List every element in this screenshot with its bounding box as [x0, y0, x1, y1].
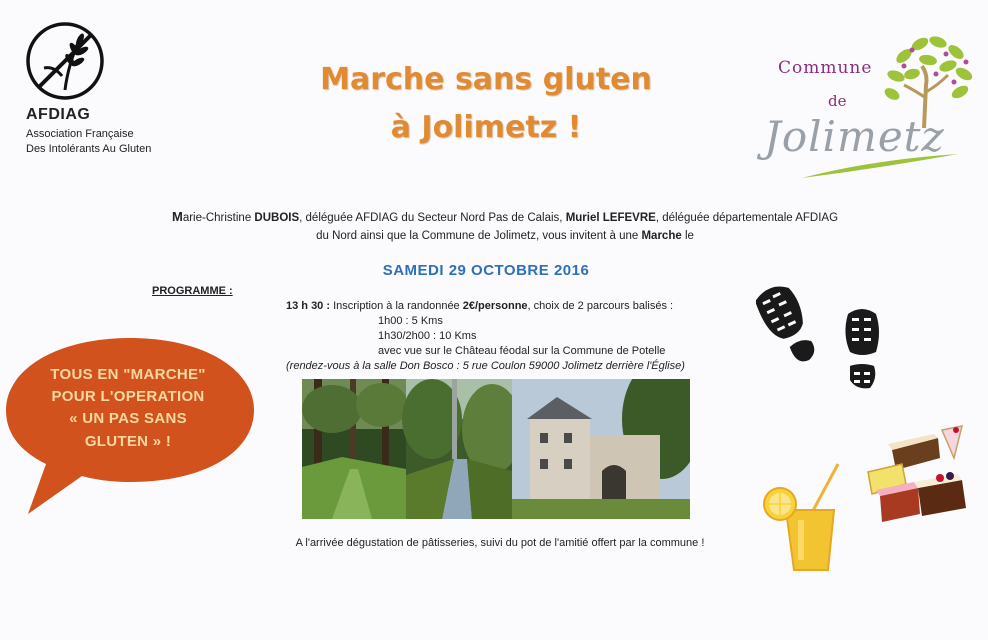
- intro-text-2: , déléguée départementale AFDIAG du Nord ainsi que la Commune de Jolimetz, vous invitent à une: [316, 212, 839, 242]
- intro-paragraph: [170, 208, 840, 245]
- logo-subtitle-1: Association Française: [26, 128, 134, 140]
- logo-subtitle-2: Des Intolérants Au Gluten: [26, 143, 152, 155]
- programme-line-2: 1h00 : 5 Kms: [378, 315, 443, 327]
- green-swoosh: [800, 150, 960, 180]
- intro-name2: Muriel LEFEVRE: [565, 212, 656, 224]
- arrival-text: A l'arrivée dégustation de pâtisseries, suivi du pot de l'amitié offert par la commune !: [295, 537, 705, 549]
- bubble-line-1: TOUS EN "MARCHE": [50, 366, 206, 383]
- cakes-icon: [862, 424, 982, 534]
- intro-name1-initial: M: [171, 209, 183, 224]
- programme-line-3: 1h30/2h00 : 10 Kms: [378, 330, 477, 342]
- intro-text-1: , déléguée AFDIAG du Secteur Nord Pas de Calais,: [299, 212, 566, 224]
- programme-line-1b: , choix de 2 parcours balisés :: [527, 300, 674, 312]
- event-date: SAMEDI 29 OCTOBRE 2016: [382, 262, 590, 279]
- intro-marche: Marche: [641, 230, 682, 242]
- programme-price: 2€/personne: [462, 300, 528, 312]
- footprints-icon: [756, 280, 896, 400]
- bubble-line-3: « UN PAS SANS: [69, 410, 187, 427]
- programme-time: 13 h 30 :: [286, 300, 331, 312]
- programme-line-5: (rendez-vous à la salle Don Bosco : 5 rue Coulon 59000 Jolimetz derrière l'Église): [286, 360, 685, 372]
- lemonade-icon: [756, 460, 846, 580]
- photo-collage: [302, 379, 690, 519]
- logo-name: AFDIAG: [26, 106, 91, 123]
- intro-name1-last: DUBOIS: [254, 212, 300, 224]
- castle-photo: [512, 379, 690, 519]
- commune-name: Jolimetz: [764, 112, 945, 161]
- commune-word-1: Commune: [778, 58, 873, 78]
- bubble-line-4: GLUTEN » !: [84, 433, 172, 450]
- programme-heading: PROGRAMME :: [152, 285, 233, 297]
- stream-photo: [402, 379, 522, 519]
- commune-word-2: de: [828, 92, 847, 110]
- intro-name1-first: arie-Christine: [182, 212, 255, 224]
- forest-photo: [302, 379, 408, 519]
- afdiag-wheat-logo-icon: [24, 20, 106, 102]
- programme-line-4: avec vue sur le Château féodal sur la Commune de Potelle: [378, 345, 666, 357]
- page-title-line-1: Marche sans gluten: [320, 62, 652, 97]
- programme-line-1: [286, 300, 673, 312]
- page-title-line-2: à Jolimetz !: [390, 110, 582, 145]
- programme-line-1a: Inscription à la randonnée: [330, 300, 463, 312]
- intro-text-3: le: [681, 230, 694, 242]
- bubble-line-2: POUR L'OPERATION: [51, 388, 205, 405]
